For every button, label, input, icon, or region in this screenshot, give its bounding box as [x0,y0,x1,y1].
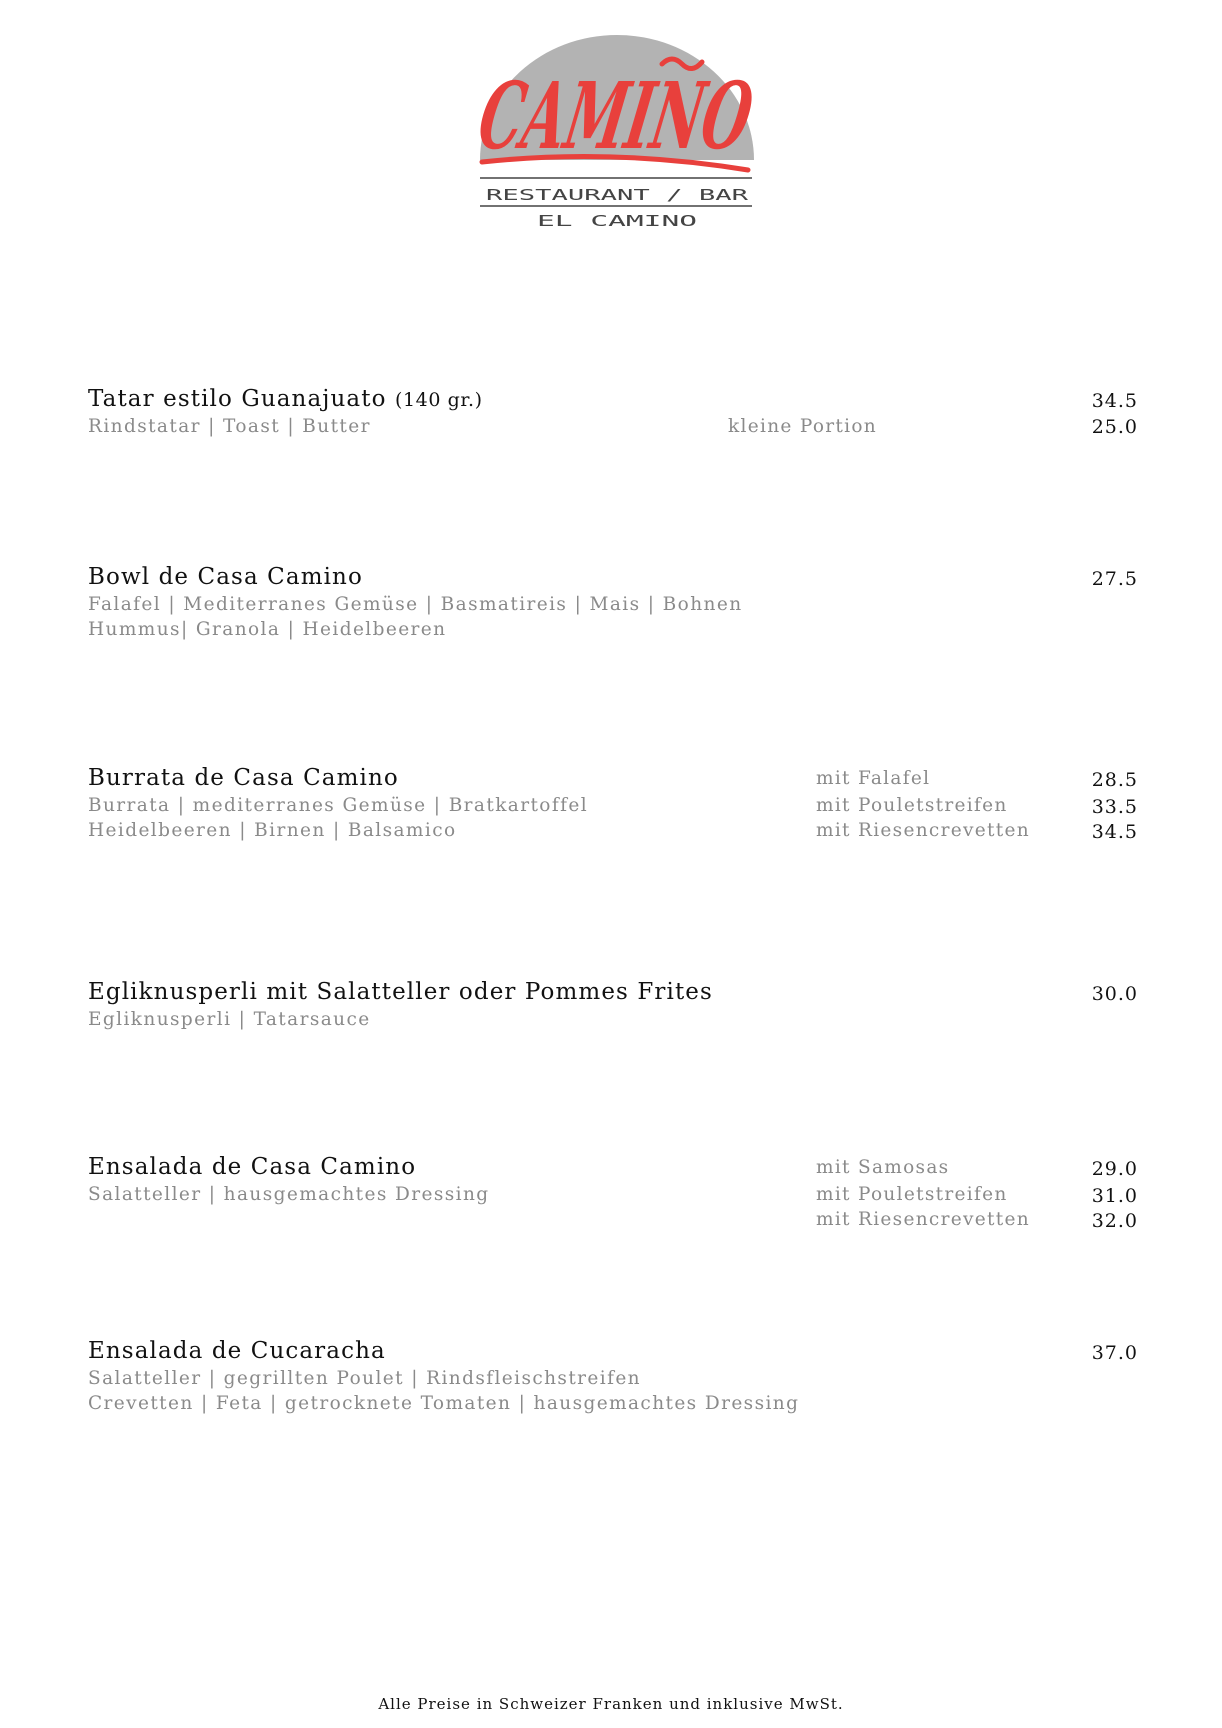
dish-description: Rindstatar | Toast | Butter [88,416,371,437]
option-price: 31.0 [1091,1185,1138,1207]
option-label: mit Falafel [816,768,931,789]
dish-title: Egliknusperli mit Salatteller oder Pommes Frites [88,979,713,1005]
dish-title: Bowl de Casa Camino [88,564,363,590]
price-footnote: Alle Preise in Schweizer Franken und inklusive MwSt. [378,1695,844,1713]
dish-description: Egliknusperli | Tatarsauce [88,1009,371,1030]
dish-title: Tatar estilo Guanajuato [88,386,387,412]
option-price: 32.0 [1091,1210,1138,1232]
option-price: 34.5 [1091,821,1138,843]
dish-portion-note: (140 gr.) [394,389,483,411]
dish-description-line-2: Hummus| Granola | Heidelbeeren [88,619,447,640]
option-label: mit Pouletstreifen [816,795,1008,816]
dish-title: Ensalada de Casa Camino [88,1154,417,1180]
logo-subtitle: RESTAURANT / BAR [486,186,750,204]
option-price: 29.0 [1091,1158,1138,1180]
dish-description: Salatteller | hausgemachtes Dressing [88,1184,490,1205]
dish-description-line-1: Falafel | Mediterranes Gemüse | Basmatireis | Mais | Bohnen [88,594,743,615]
dish-price: 37.0 [1091,1342,1138,1364]
dish-description-line-1: Burrata | mediterranes Gemüse | Bratkartoffel [88,795,589,816]
menu-item-ensalada-casa [88,1154,1138,1234]
logo-wordmark: CAMINO [471,61,945,170]
menu-item-tatar [88,386,1138,446]
option-price: 25.0 [1091,416,1138,438]
dish-title: Ensalada de Cucaracha [88,1338,386,1364]
option-label: kleine Portion [728,416,878,437]
dish-description-line-2: Crevetten | Feta | getrocknete Tomaten | hausgemachtes Dressing [88,1393,800,1414]
menu-item-bowl [88,564,1138,644]
option-label: mit Pouletstreifen [816,1184,1008,1205]
menu-item-burrata [88,765,1138,845]
dish-description-line-2: Heidelbeeren | Birnen | Balsamico [88,820,457,841]
option-label: mit Riesencrevetten [816,1209,1030,1230]
dish-price: 30.0 [1091,983,1138,1005]
menu-item-ensalada-cucaracha [88,1338,1138,1418]
logo-subtitle-2: EL CAMINO [537,212,697,230]
menu-item-egliknusperli [88,979,1138,1039]
dish-price: 27.5 [1091,568,1138,590]
option-label: mit Samosas [816,1157,950,1178]
dish-title: Burrata de Casa Camino [88,765,399,791]
option-price: 33.5 [1091,796,1138,818]
option-label: mit Riesencrevetten [816,820,1030,841]
dish-price: 34.5 [1091,390,1138,412]
restaurant-logo [471,30,945,230]
dish-name [88,386,483,412]
logo-graphic [471,30,945,230]
dish-description-line-1: Salatteller | gegrillten Poulet | Rindsfleischstreifen [88,1368,641,1389]
option-price: 28.5 [1091,769,1138,791]
